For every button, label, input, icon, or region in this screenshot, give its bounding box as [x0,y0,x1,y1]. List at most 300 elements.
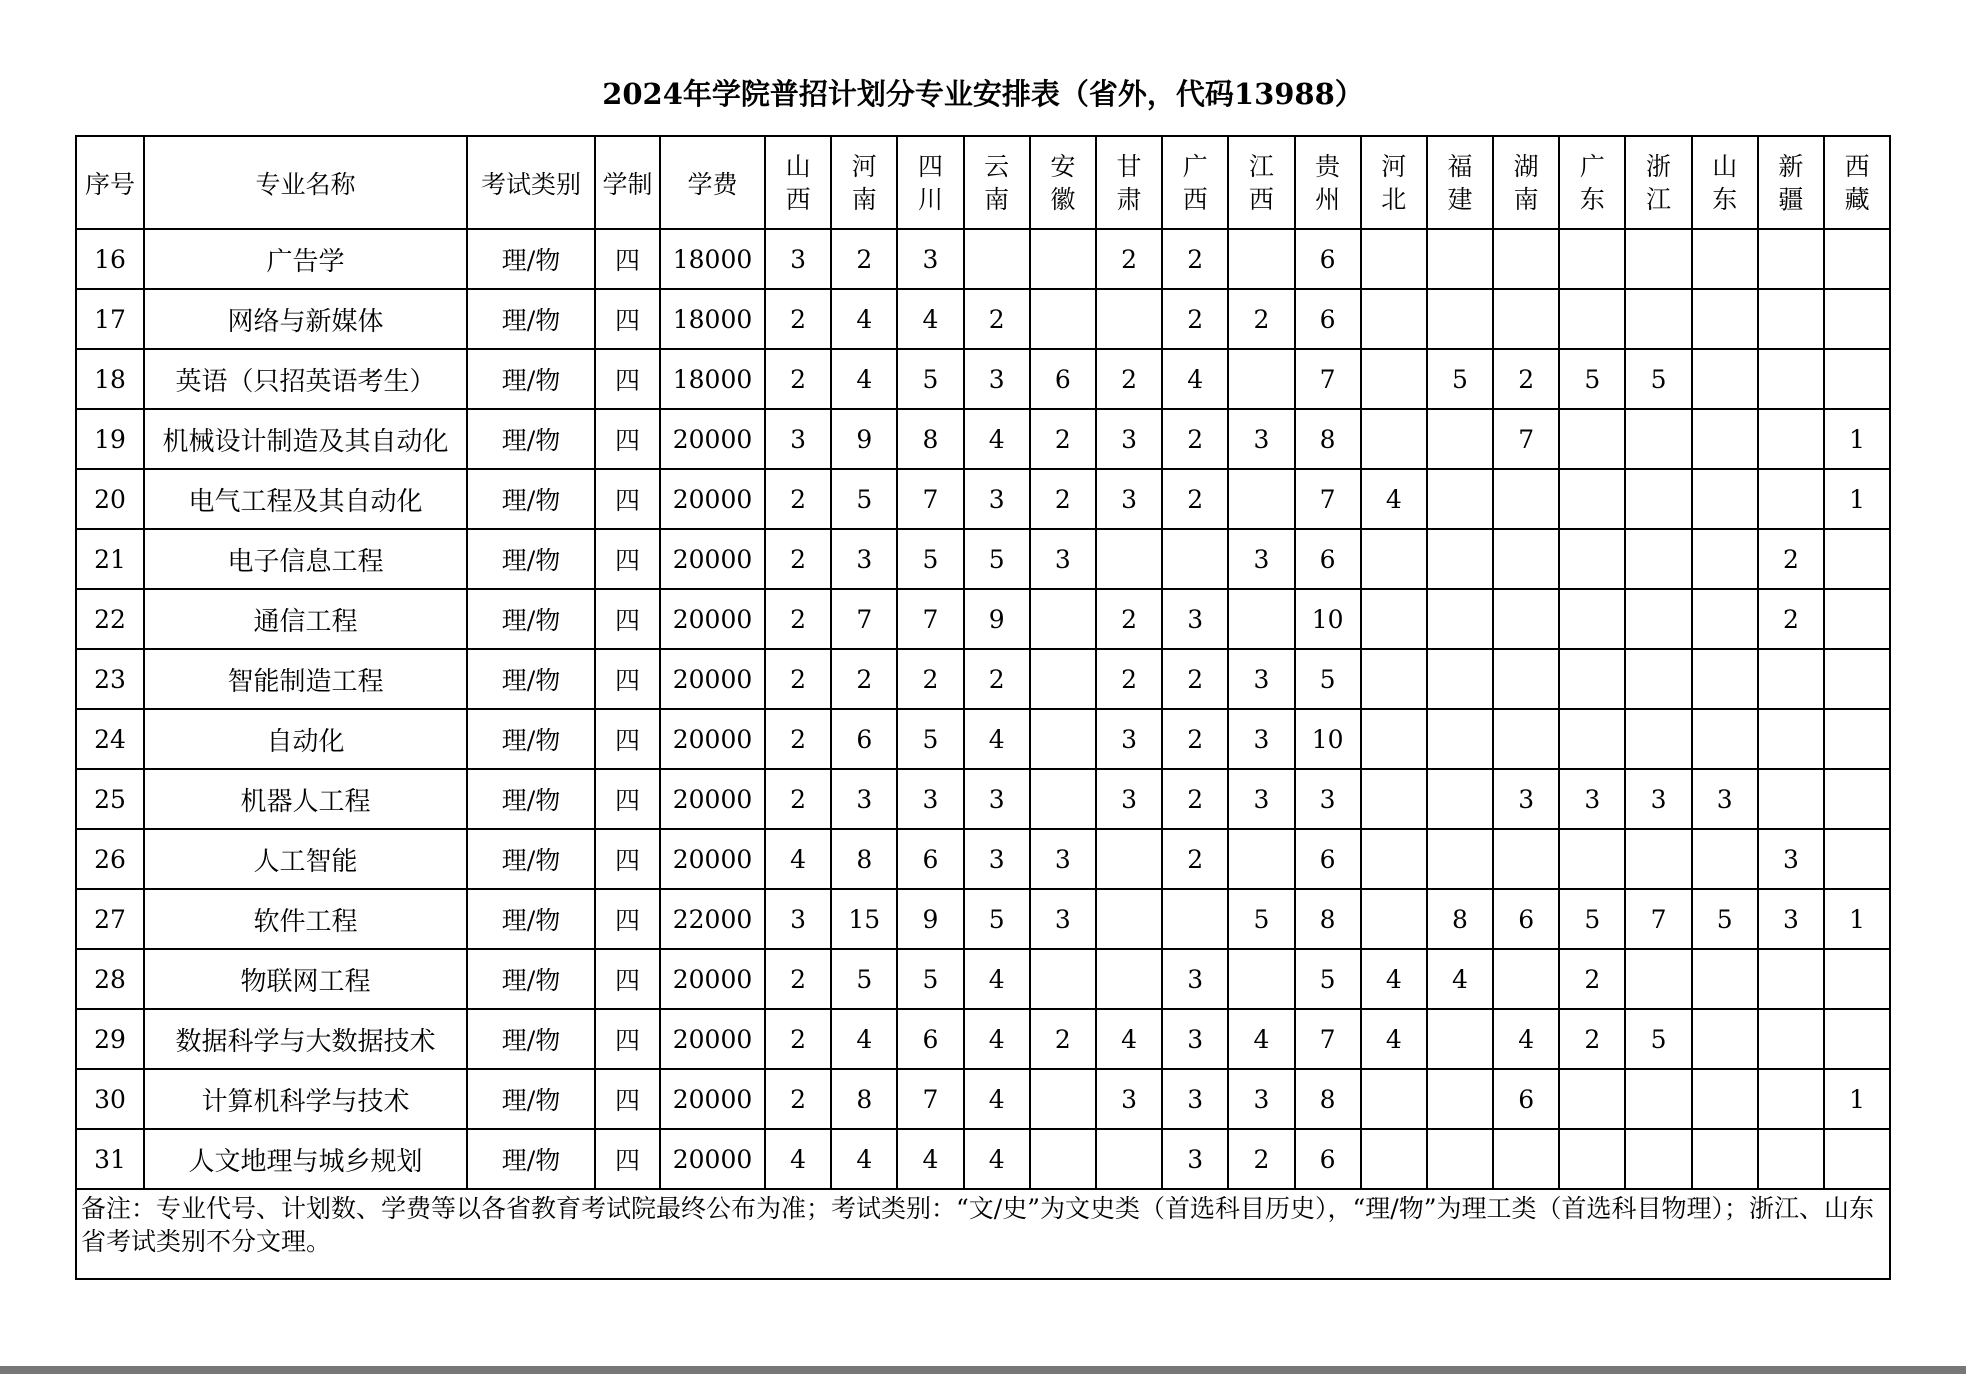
exam-type-cell: 理/物 [467,709,595,769]
duration-cell: 四 [595,709,660,769]
table-row [76,1009,1890,1069]
province-label: 广西 [1182,151,1208,214]
quota-cell: 5 [1559,349,1625,409]
header-province [1361,136,1427,229]
header-province [1096,136,1162,229]
major-name-cell: 智能制造工程 [144,649,467,709]
quota-cell [1427,229,1493,289]
quota-cell: 9 [831,409,897,469]
quota-cell [1361,889,1427,949]
quota-cell [1361,529,1427,589]
quota-cell [1824,1129,1890,1189]
seq-cell: 31 [76,1129,144,1189]
quota-cell [1427,409,1493,469]
quota-cell: 4 [831,289,897,349]
quota-cell: 2 [831,229,897,289]
seq-cell: 19 [76,409,144,469]
province-label: 福建 [1447,151,1473,214]
quota-cell: 2 [1162,409,1228,469]
seq-cell: 16 [76,229,144,289]
quota-cell: 8 [1295,1069,1361,1129]
quota-cell: 2 [1228,1129,1294,1189]
quota-cell [1692,1009,1758,1069]
seq-cell: 23 [76,649,144,709]
quota-cell: 6 [897,1009,963,1069]
province-label: 安徽 [1050,151,1076,214]
quota-cell [1361,589,1427,649]
fee-cell: 20000 [660,409,765,469]
quota-cell: 15 [831,889,897,949]
quota-cell: 4 [1493,1009,1559,1069]
quota-cell: 2 [1030,1009,1096,1069]
note-text: 备注：专业代号、计划数、学费等以各省教育考试院最终公布为准；考试类别：“文/史”为文史类（首选科目历史），“理/物”为理工类（首选科目物理）；浙江、山东省考试类别不分文理。 [76,1189,1890,1279]
quota-cell: 2 [1162,289,1228,349]
major-name-cell: 电子信息工程 [144,529,467,589]
quota-cell: 7 [1493,409,1559,469]
quota-cell: 5 [831,949,897,1009]
quota-cell: 4 [964,1009,1030,1069]
major-name-cell: 人工智能 [144,829,467,889]
quota-cell: 6 [1295,1129,1361,1189]
quota-cell [1692,829,1758,889]
quota-cell [1625,409,1691,469]
duration-cell: 四 [595,589,660,649]
quota-cell: 3 [1228,769,1294,829]
quota-cell: 2 [1559,1009,1625,1069]
quota-cell: 5 [1295,949,1361,1009]
quota-cell: 3 [964,349,1030,409]
quota-cell: 2 [1030,469,1096,529]
duration-cell: 四 [595,829,660,889]
quota-cell [1493,529,1559,589]
quota-cell [1758,1069,1824,1129]
quota-cell [1162,529,1228,589]
quota-cell [1625,469,1691,529]
seq-cell: 26 [76,829,144,889]
quota-cell [1758,649,1824,709]
quota-cell: 7 [897,469,963,529]
quota-cell [1361,289,1427,349]
quota-cell: 3 [831,769,897,829]
seq-cell: 28 [76,949,144,1009]
major-name-cell: 广告学 [144,229,467,289]
quota-cell [1228,229,1294,289]
fee-cell: 20000 [660,769,765,829]
quota-cell [1427,829,1493,889]
quota-cell: 2 [964,289,1030,349]
header-type: 考试类别 [467,136,595,229]
quota-cell: 2 [1096,229,1162,289]
quota-cell [1824,349,1890,409]
exam-type-cell: 理/物 [467,1129,595,1189]
quota-cell: 4 [765,1129,831,1189]
province-label: 西藏 [1844,151,1870,214]
duration-cell: 四 [595,289,660,349]
quota-cell: 2 [1096,589,1162,649]
table-row [76,349,1890,409]
quota-cell: 3 [1096,469,1162,529]
quota-cell: 7 [831,589,897,649]
quota-cell [1361,769,1427,829]
quota-cell: 5 [1625,349,1691,409]
quota-cell: 4 [1228,1009,1294,1069]
seq-cell: 22 [76,589,144,649]
duration-cell: 四 [595,649,660,709]
exam-type-cell: 理/物 [467,289,595,349]
quota-cell: 2 [765,349,831,409]
fee-cell: 18000 [660,349,765,409]
quota-cell [1692,289,1758,349]
quota-cell: 3 [1295,769,1361,829]
quota-cell [1427,709,1493,769]
quota-cell [1692,949,1758,1009]
quota-cell: 2 [964,649,1030,709]
quota-cell: 10 [1295,589,1361,649]
quota-cell: 6 [831,709,897,769]
quota-cell: 3 [1625,769,1691,829]
quota-cell: 3 [964,469,1030,529]
quota-cell: 5 [1559,889,1625,949]
quota-cell: 4 [964,1129,1030,1189]
province-label: 河南 [851,151,877,214]
table-row [76,769,1890,829]
quota-cell: 4 [964,949,1030,1009]
quota-cell [1559,409,1625,469]
quota-cell: 3 [1096,709,1162,769]
quota-cell [1692,589,1758,649]
fee-cell: 18000 [660,229,765,289]
quota-cell [1493,289,1559,349]
quota-cell [1758,289,1824,349]
quota-cell: 1 [1824,889,1890,949]
table-row [76,529,1890,589]
quota-cell [1427,529,1493,589]
quota-cell: 5 [1427,349,1493,409]
quota-cell [1692,709,1758,769]
quota-cell [1493,649,1559,709]
quota-cell: 3 [1228,409,1294,469]
duration-cell: 四 [595,889,660,949]
header-province [1559,136,1625,229]
quota-cell [1758,769,1824,829]
duration-cell: 四 [595,529,660,589]
quota-cell [1030,589,1096,649]
quota-cell [1361,1129,1427,1189]
quota-cell: 3 [1228,709,1294,769]
quota-cell: 4 [897,289,963,349]
quota-cell [1559,529,1625,589]
quota-cell: 3 [1030,889,1096,949]
quota-cell [1692,649,1758,709]
header-province [1162,136,1228,229]
quota-cell: 5 [964,889,1030,949]
quota-cell: 8 [1295,889,1361,949]
fee-cell: 20000 [660,1129,765,1189]
quota-cell [1559,829,1625,889]
quota-cell: 5 [897,529,963,589]
table-row [76,1129,1890,1189]
seq-cell: 25 [76,769,144,829]
quota-cell: 3 [964,829,1030,889]
table-row [76,589,1890,649]
quota-cell [1493,709,1559,769]
quota-cell: 3 [1096,1069,1162,1129]
quota-cell: 4 [1361,1009,1427,1069]
quota-cell: 7 [1625,889,1691,949]
quota-cell: 3 [1162,1009,1228,1069]
quota-cell: 4 [1427,949,1493,1009]
quota-cell: 4 [964,409,1030,469]
quota-cell: 9 [964,589,1030,649]
table-row [76,949,1890,1009]
note-row [76,1189,1890,1279]
quota-cell: 3 [1559,769,1625,829]
quota-cell: 5 [1692,889,1758,949]
quota-cell: 2 [1162,829,1228,889]
duration-cell: 四 [595,769,660,829]
quota-cell: 2 [1030,409,1096,469]
quota-cell: 2 [765,1069,831,1129]
header-seq: 序号 [76,136,144,229]
quota-cell [1361,709,1427,769]
quota-cell [1692,529,1758,589]
quota-cell [1427,1129,1493,1189]
quota-cell: 2 [1162,229,1228,289]
quota-cell [1625,949,1691,1009]
quota-cell [1625,529,1691,589]
quota-cell [1228,829,1294,889]
quota-cell: 5 [1228,889,1294,949]
fee-cell: 20000 [660,949,765,1009]
table-row [76,229,1890,289]
province-label: 云南 [984,151,1010,214]
quota-cell [1427,1009,1493,1069]
quota-cell [1162,889,1228,949]
quota-cell: 2 [765,1009,831,1069]
header-province [897,136,963,229]
quota-cell [1228,349,1294,409]
quota-cell [1625,1069,1691,1129]
quota-cell: 4 [1361,949,1427,1009]
quota-cell: 2 [1162,709,1228,769]
quota-cell [1625,1129,1691,1189]
quota-cell: 2 [897,649,963,709]
quota-cell: 6 [1493,889,1559,949]
quota-cell [1559,1069,1625,1129]
quota-cell [1559,289,1625,349]
quota-cell [1824,589,1890,649]
quota-cell [1361,649,1427,709]
quota-cell [1692,229,1758,289]
quota-cell [1030,1129,1096,1189]
seq-cell: 29 [76,1009,144,1069]
exam-type-cell: 理/物 [467,649,595,709]
quota-cell [1758,349,1824,409]
quota-cell: 3 [1692,769,1758,829]
province-label: 河北 [1381,151,1407,214]
quota-cell [1559,589,1625,649]
quota-cell: 3 [1030,829,1096,889]
exam-type-cell: 理/物 [467,769,595,829]
seq-cell: 30 [76,1069,144,1129]
quota-cell: 2 [1493,349,1559,409]
quota-cell: 3 [831,529,897,589]
quota-cell: 3 [1030,529,1096,589]
quota-cell [1559,709,1625,769]
quota-cell [1030,769,1096,829]
quota-cell: 4 [831,1129,897,1189]
quota-cell: 5 [831,469,897,529]
quota-cell: 4 [1096,1009,1162,1069]
province-label: 甘肃 [1116,151,1142,214]
quota-cell: 4 [897,1129,963,1189]
province-label: 湖南 [1513,151,1539,214]
quota-cell [1824,949,1890,1009]
quota-cell [1625,289,1691,349]
quota-cell [1361,829,1427,889]
quota-cell [1096,949,1162,1009]
major-name-cell: 自动化 [144,709,467,769]
quota-cell: 3 [1162,949,1228,1009]
duration-cell: 四 [595,229,660,289]
duration-cell: 四 [595,949,660,1009]
quota-cell [1228,949,1294,1009]
table-header-row [76,136,1890,229]
quota-cell [1427,769,1493,829]
quota-cell: 2 [765,949,831,1009]
quota-cell: 1 [1824,469,1890,529]
table-row [76,889,1890,949]
quota-cell: 6 [897,829,963,889]
quota-cell [1758,1009,1824,1069]
quota-cell [1824,1009,1890,1069]
header-province [1625,136,1691,229]
quota-cell: 8 [1427,889,1493,949]
seq-cell: 20 [76,469,144,529]
quota-cell [1361,1069,1427,1129]
fee-cell: 20000 [660,589,765,649]
quota-cell: 2 [1559,949,1625,1009]
header-province [1692,136,1758,229]
quota-cell: 5 [897,349,963,409]
quota-cell [1758,409,1824,469]
quota-cell [1758,229,1824,289]
table-row [76,709,1890,769]
quota-cell: 2 [1758,529,1824,589]
quota-cell: 3 [1228,649,1294,709]
quota-cell: 4 [964,709,1030,769]
quota-cell [1030,709,1096,769]
quota-cell [1096,829,1162,889]
seq-cell: 24 [76,709,144,769]
quota-cell: 2 [765,769,831,829]
quota-cell [1493,469,1559,529]
major-name-cell: 电气工程及其自动化 [144,469,467,529]
table-row [76,829,1890,889]
major-name-cell: 机器人工程 [144,769,467,829]
quota-cell: 3 [1228,529,1294,589]
quota-cell: 2 [765,289,831,349]
quota-cell [1559,469,1625,529]
quota-cell: 3 [765,229,831,289]
quota-cell: 3 [765,409,831,469]
quota-cell [1625,649,1691,709]
fee-cell: 20000 [660,1009,765,1069]
quota-cell: 2 [765,529,831,589]
quota-cell [1030,289,1096,349]
province-label: 新疆 [1778,151,1804,214]
province-label: 江西 [1248,151,1274,214]
fee-cell: 20000 [660,829,765,889]
quota-cell: 2 [1758,589,1824,649]
quota-cell [1824,829,1890,889]
quota-cell: 5 [964,529,1030,589]
quota-cell: 6 [1295,529,1361,589]
exam-type-cell: 理/物 [467,229,595,289]
province-label: 贵州 [1315,151,1341,214]
quota-cell [1493,229,1559,289]
fee-cell: 20000 [660,1069,765,1129]
table-row [76,469,1890,529]
exam-type-cell: 理/物 [467,949,595,1009]
quota-cell: 5 [1625,1009,1691,1069]
exam-type-cell: 理/物 [467,469,595,529]
quota-cell [1030,1069,1096,1129]
province-label: 山西 [785,151,811,214]
quota-cell [1493,589,1559,649]
quota-cell [1758,709,1824,769]
quota-cell [1361,409,1427,469]
exam-type-cell: 理/物 [467,349,595,409]
quota-cell: 6 [1493,1069,1559,1129]
quota-cell: 3 [1096,769,1162,829]
quota-cell: 8 [831,829,897,889]
quota-cell [1824,229,1890,289]
seq-cell: 27 [76,889,144,949]
quota-cell [1824,769,1890,829]
quota-cell [1096,289,1162,349]
quota-cell: 2 [831,649,897,709]
duration-cell: 四 [595,409,660,469]
quota-cell [1692,409,1758,469]
quota-cell: 3 [1228,1069,1294,1129]
quota-cell: 6 [1295,829,1361,889]
province-label: 浙江 [1646,151,1672,214]
quota-cell [1824,709,1890,769]
quota-cell [1427,289,1493,349]
quota-cell: 5 [897,949,963,1009]
page-bottom-edge [0,1366,1966,1374]
quota-cell: 2 [1162,769,1228,829]
table-row [76,1069,1890,1129]
major-name-cell: 人文地理与城乡规划 [144,1129,467,1189]
quota-cell: 2 [765,649,831,709]
quota-cell: 3 [1758,889,1824,949]
seq-cell: 21 [76,529,144,589]
quota-cell [1493,949,1559,1009]
quota-cell: 2 [765,709,831,769]
page-title: 2024年学院普招计划分专业安排表（省外，代码13988） [602,77,1364,111]
exam-type-cell: 理/物 [467,529,595,589]
quota-cell: 7 [897,1069,963,1129]
quota-cell [1692,349,1758,409]
exam-type-cell: 理/物 [467,1069,595,1129]
quota-cell [1758,949,1824,1009]
quota-cell [1559,649,1625,709]
quota-cell [1625,589,1691,649]
quota-cell: 3 [1758,829,1824,889]
seq-cell: 18 [76,349,144,409]
